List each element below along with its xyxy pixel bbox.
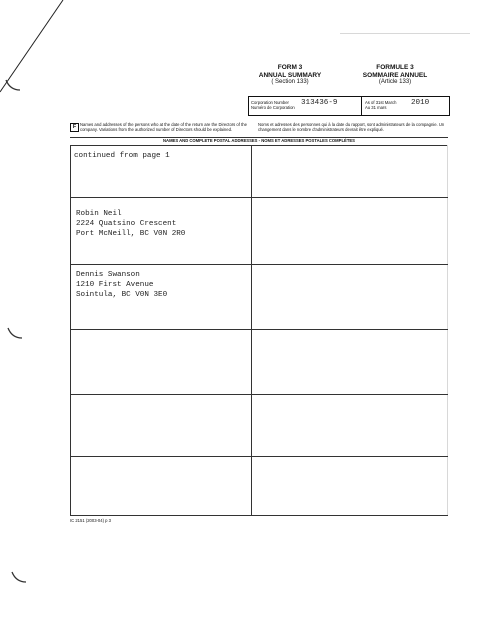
director-street: 1210 First Avenue — [76, 281, 154, 289]
form-title-en — [245, 64, 335, 87]
continued-note: continued from page 1 — [74, 152, 170, 160]
form-number-fr: FORMULE 3 — [376, 64, 414, 71]
director-city: Sointula, BC V0N 3E0 — [76, 291, 168, 299]
grid-center-divider — [251, 145, 252, 516]
director-city: Port McNeill, BC V0N 2R0 — [76, 230, 186, 238]
section-f-text-en: Names and addresses of the persons who at the date of the return are the Directors of the company. Variations from the authorized number of Directors should be explained. — [80, 122, 247, 132]
form-section-fr: (Article 133) — [378, 79, 412, 85]
form-code: IC 2151 (2003-04) p 3 — [70, 518, 111, 523]
punch-hole-mark — [4, 78, 24, 98]
section-f-text-fr: Noms et adresses des personnes qui à la date du rapport, sont administrateurs de la compagnie. Un changement dans le nombre d'administrateurs devrait être expliqué. — [258, 122, 445, 132]
director-name: Robin Neil — [76, 210, 122, 218]
punch-hole-mark — [6, 326, 26, 346]
corporation-info-box — [248, 96, 450, 116]
director-entry-1 — [76, 209, 185, 239]
grid-row-line-4 — [70, 394, 448, 395]
grid-left-border — [70, 145, 71, 516]
columns-header: NAMES AND COMPLETE POSTAL ADDRESSES - NOMS ET ADRESSES POSTALES COMPLÈTES — [163, 138, 355, 143]
grid-bottom-line — [70, 515, 448, 516]
form-title-fr — [350, 64, 440, 87]
grid-right-border — [447, 145, 448, 516]
corp-number-value: 313436-9 — [301, 99, 338, 107]
as-of-label: As of 31st March Au 31 mars — [365, 100, 397, 110]
punch-hole-mark — [10, 570, 30, 590]
form-name-en: ANNUAL SUMMARY — [258, 71, 322, 79]
as-of-year: 2010 — [411, 99, 430, 107]
director-entry-2 — [76, 270, 167, 300]
grid-row-line-1 — [70, 197, 448, 198]
grid-row-line-3 — [70, 329, 448, 330]
section-letter: F — [70, 123, 79, 132]
scan-artifact-line — [340, 33, 470, 34]
form-name-fr: SOMMAIRE ANNUEL — [362, 71, 428, 79]
columns-header-rule — [70, 145, 448, 146]
corp-box-divider — [361, 97, 362, 115]
form-number-en: FORM 3 — [277, 64, 303, 71]
director-name: Dennis Swanson — [76, 271, 140, 279]
grid-row-line-2 — [70, 264, 448, 265]
director-street: 2224 Quatsino Crescent — [76, 220, 177, 228]
grid-row-line-5 — [70, 456, 448, 457]
form-section-en: ( Section 133) — [271, 79, 309, 85]
corp-number-label: Corporation Number Numéro de Corporation — [251, 100, 295, 110]
